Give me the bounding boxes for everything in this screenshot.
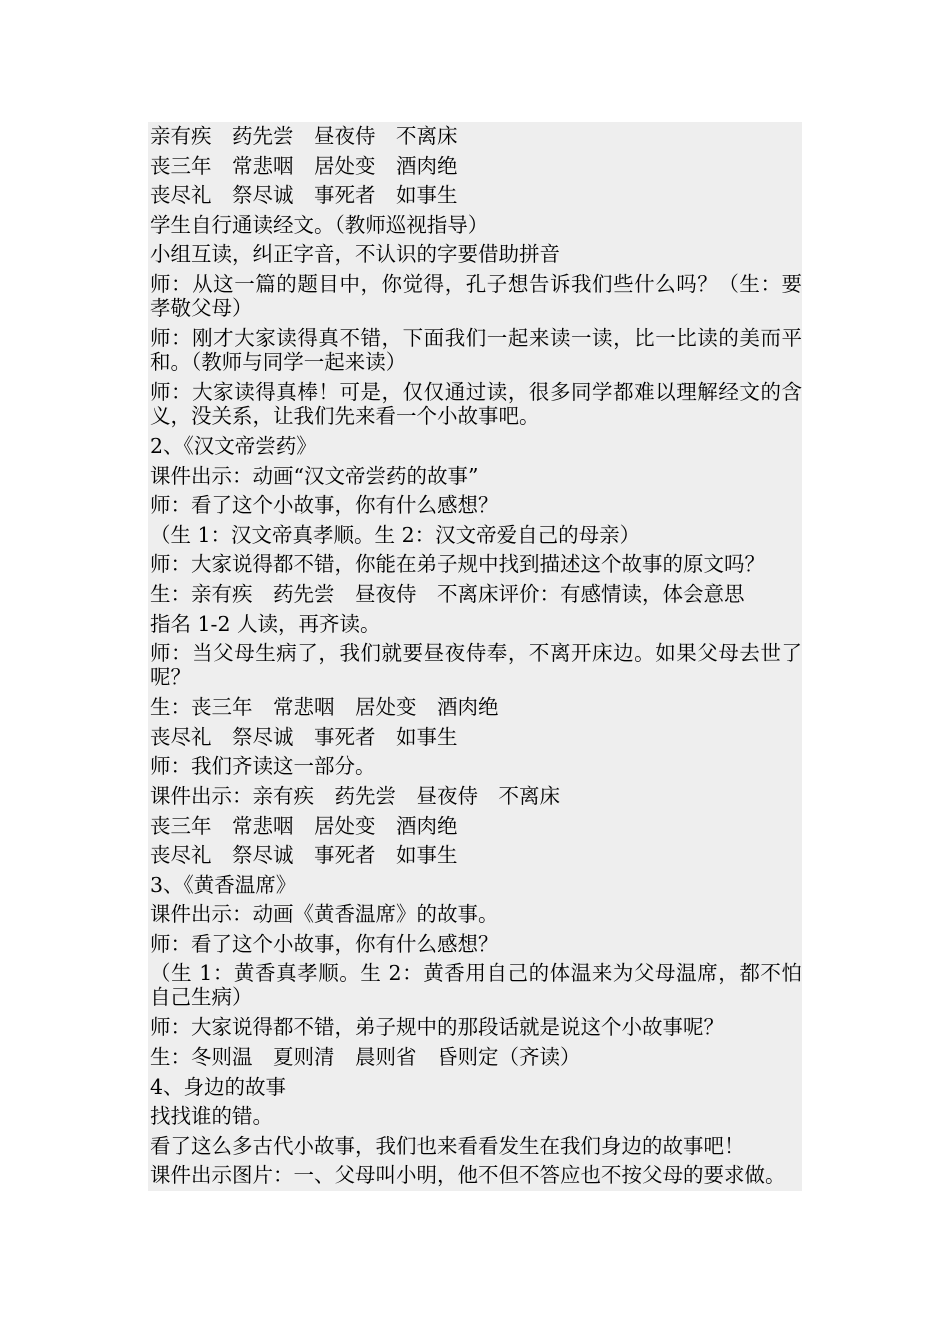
text-line: 丧尽礼 祭尽诚 事死者 如事生 — [150, 843, 458, 868]
text-line: 丧尽礼 祭尽诚 事死者 如事生 — [150, 183, 458, 208]
text-line: 丧三年 常悲咽 居处变 酒肉绝 — [150, 153, 458, 178]
text-line: 丧三年 常悲咽 居处变 酒肉绝 — [150, 813, 458, 838]
text-line: 学生自行通读经文。（教师巡视指导） — [150, 212, 489, 237]
text-line: 师：大家说得都不错，你能在弟子规中找到描述这个故事的原文吗？ — [150, 552, 765, 577]
text-line: 看了这么多古代小故事，我们也来看看发生在我们身边的故事吧！ — [150, 1133, 745, 1158]
text-line: 师：看了这个小故事，你有什么感想？ — [150, 931, 499, 956]
text-line: 生：丧三年 常悲咽 居处变 酒肉绝 — [150, 695, 499, 720]
text-line: 课件出示：动画“汉文帝尝药的故事” — [150, 463, 479, 488]
text-paragraph: 师：刚才大家读得真不错，下面我们一起来读一读，比一比读的美而平和。（教师与同学一起来读） — [150, 325, 802, 374]
text-line: 生：冬则温 夏则清 晨则省 昏则定（齐读） — [150, 1045, 581, 1070]
text-line: 生：亲有疾 药先尝 昼夜侍 不离床评价：有感情读，体会意思 — [150, 581, 745, 606]
section-heading: 3、《黄香温席》 — [150, 872, 297, 897]
text-paragraph: 师：从这一篇的题目中，你觉得，孔子想告诉我们些什么吗？（生：要孝敬父母） — [150, 271, 802, 320]
section-heading: 4、身边的故事 — [150, 1074, 287, 1099]
text-line: 指名 1-2 人读，再齐读。 — [150, 611, 381, 636]
text-line: 小组互读，纠正字音，不认识的字要借助拼音 — [150, 242, 560, 267]
text-paragraph: （生 1：黄香真孝顺。生 2：黄香用自己的体温来为父母温席，都不怕自己生病） — [150, 961, 802, 1010]
text-line: 师：我们齐读这一部分。 — [150, 754, 376, 779]
section-heading: 2、《汉文帝尝药》 — [150, 433, 317, 458]
text-line: 师：大家说得都不错，弟子规中的那段话就是说这个小故事呢？ — [150, 1015, 724, 1040]
text-line: 课件出示：动画《黄香温席》的故事。 — [150, 902, 499, 927]
text-line: 师：看了这个小故事，你有什么感想？ — [150, 493, 499, 518]
text-line: 亲有疾 药先尝 昼夜侍 不离床 — [150, 124, 458, 148]
text-line: 课件出示：亲有疾 药先尝 昼夜侍 不离床 — [150, 783, 560, 808]
text-line: （生 1：汉文帝真孝顺。生 2：汉文帝爱自己的母亲） — [150, 522, 641, 547]
text-line: 找找谁的错。 — [150, 1104, 273, 1129]
text-paragraph: 师：大家读得真棒！可是，仅仅通过读，很多同学都难以理解经文的含义，没关系，让我们先来看一个小故事吧。 — [150, 379, 802, 428]
document-text-block — [148, 122, 802, 1191]
text-line: 丧尽礼 祭尽诚 事死者 如事生 — [150, 724, 458, 749]
text-paragraph: 师：当父母生病了，我们就要昼夜侍奉，不离开床边。如果父母去世了呢？ — [150, 641, 802, 690]
text-line: 课件出示图片：一、父母叫小明，他不但不答应也不按父母的要求做。 — [150, 1163, 786, 1188]
